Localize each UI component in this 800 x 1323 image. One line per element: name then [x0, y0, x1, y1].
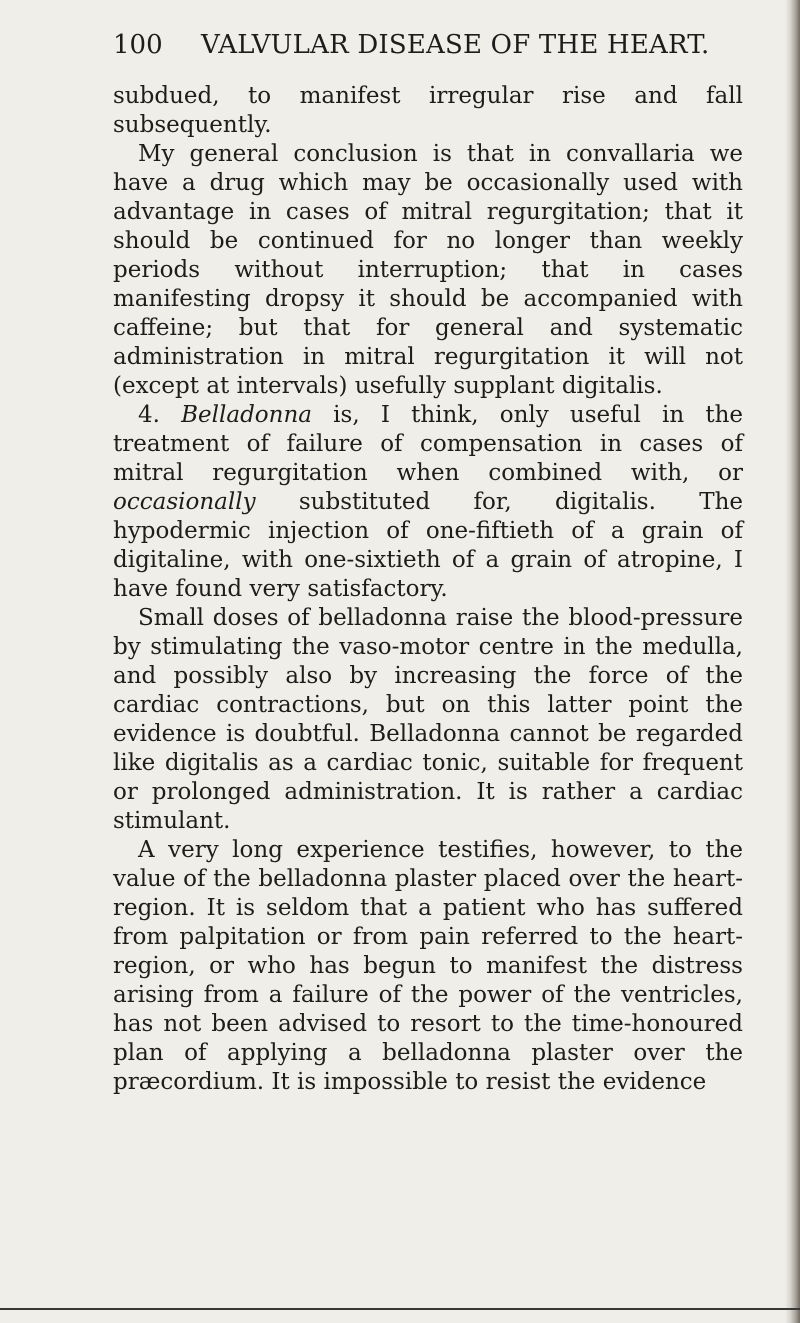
section-number: 4.	[138, 402, 160, 428]
paragraph-belladonna-treatment	[113, 401, 743, 604]
paragraph-small-doses: Small doses of belladonna raise the blood-pressure by stimulating the vaso-motor centre in the medulla, and possibly also by increasing the force of the cardiac contractions, but on this latter point the evidence is doubtful. Belladonna cannot be regarded like digitalis as a cardiac tonic, suitable for frequent or prolonged administration. It is rather a cardiac stimulant.	[113, 605, 743, 834]
running-title: VALVULAR DISEASE OF THE HEART.	[201, 30, 710, 60]
paragraph-convallaria-conclusion: My general conclusion is that in convallaria we have a drug which may be occasionally used with advantage in cases of mitral regurgitation; that it should be continued for no longer than weekly periods without interruption; that in cases manifesting dropsy it should be accompanied with caffeine; but that for general and systematic administration in mitral regurgitation it will not (except at intervals) usefully supplant digitalis.	[113, 141, 743, 399]
page-header	[113, 28, 710, 62]
paragraph-text-after-emphasis: substituted for, digitalis. The hypodermic injection of one-fiftieth of a grain of digitaline, with one-sixtieth of a grain of atropine, I have found very satisfactory.	[113, 489, 743, 602]
page-number: 100	[113, 30, 163, 60]
body-text	[113, 82, 743, 1097]
bottom-page-edge	[0, 1308, 800, 1310]
paragraph-continuation: subdued, to manifest irregular rise and fall subsequently.	[113, 83, 743, 138]
emphasized-word: occasionally	[113, 489, 256, 515]
paragraph-text-before-emphasis: is, I think, only useful in the treatment of failure of compensation in cases of mitral regurgitation when combined with, or	[113, 402, 744, 486]
paragraph-belladonna-plaster: A very long experience testifies, however, to the value of the belladonna plaster placed over the heart-region. It is seldom that a patient who has suffered from palpitation or from pain referred to the heart-region, or who has begun to manifest the distress arising from a failure of the power of the ventricles, has not been advised to resort to the time-honoured plan of applying a belladonna plaster over the præcordium. It is impossible to resist the evidence	[113, 837, 743, 1095]
page-binding-edge	[785, 0, 800, 1323]
belladonna-heading: Belladonna	[181, 402, 312, 428]
